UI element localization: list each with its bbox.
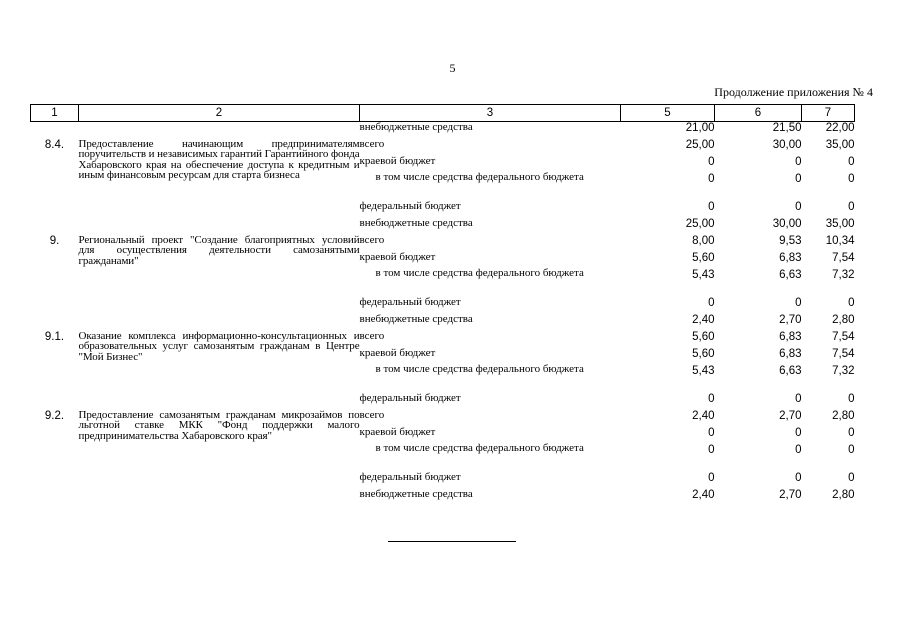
value-6: 2,70 <box>779 488 802 501</box>
item-name: Региональный проект "Создание благоприятных условий для осуществления деятельности самозанятыми гражданами" <box>78 233 360 267</box>
item-number <box>31 173 79 201</box>
funding-source: внебюджетные средства <box>359 121 473 133</box>
header-col-7: 7 <box>802 105 855 122</box>
header-col-1: 1 <box>31 105 79 122</box>
value-6: 30,00 <box>772 217 802 230</box>
item-number <box>31 252 79 269</box>
value-6: 2,70 <box>779 313 802 326</box>
funding-source: всего <box>359 233 385 246</box>
funding-source: краевой бюджет <box>359 346 436 359</box>
value-5: 0 <box>708 296 715 309</box>
funding-source: краевой бюджет <box>359 425 436 438</box>
item-number <box>31 365 79 393</box>
value-7: 7,32 <box>832 268 855 281</box>
value-6: 0 <box>795 443 802 456</box>
value-5: 2,40 <box>692 488 715 501</box>
value-7: 10,34 <box>825 234 855 247</box>
value-6: 6,83 <box>779 251 802 264</box>
value-6: 6,63 <box>779 268 802 281</box>
value-6: 0 <box>795 426 802 439</box>
funding-source: в том числе средства федерального бюджета <box>375 441 584 454</box>
funding-source: федеральный бюджет <box>359 470 461 483</box>
item-number <box>31 348 79 365</box>
item-number <box>31 201 79 218</box>
value-5: 25,00 <box>685 217 715 230</box>
table-row <box>31 122 855 139</box>
funding-source: краевой бюджет <box>359 154 436 167</box>
value-5: 0 <box>708 172 715 185</box>
value-5: 2,40 <box>692 409 715 422</box>
value-6: 0 <box>795 155 802 168</box>
item-number: 8.4. <box>44 138 65 151</box>
table-row <box>31 139 855 156</box>
funding-source: внебюджетные средства <box>359 312 473 325</box>
item-number <box>31 314 79 331</box>
value-5: 0 <box>708 155 715 168</box>
item-name: Предоставление самозанятым гражданам микрозаймов по льготной ставке МКК "Фонд поддержки малого предпринимательства Хабаровского края" <box>78 408 360 442</box>
table-row <box>31 235 855 252</box>
funding-source: в том числе средства федерального бюджета <box>375 266 584 279</box>
table-header-row <box>31 105 855 122</box>
value-7: 0 <box>848 392 855 405</box>
item-number <box>31 269 79 297</box>
value-7: 2,80 <box>832 313 855 326</box>
value-5: 0 <box>708 443 715 456</box>
item-number <box>31 427 79 444</box>
item-name <box>79 122 360 139</box>
item-number <box>31 489 79 506</box>
value-7: 7,54 <box>832 251 855 264</box>
table-body <box>31 122 855 506</box>
item-name: Предоставление начинающим предпринимателям поручительств и независимых гарантий Гарантийного фонда Хабаровского края на обеспечение доступа к кредитным и иным финансовым ресурсам для старта бизнеса <box>78 137 360 181</box>
funding-source: федеральный бюджет <box>359 391 461 404</box>
funding-source: всего <box>359 329 385 342</box>
item-name: Оказание комплекса информационно-консультационных и образовательных услуг самозанятым гражданам в Центре "Мой Бизнес" <box>78 329 360 363</box>
value-7: 35,00 <box>825 138 855 151</box>
value-6: 9,53 <box>779 234 802 247</box>
item-number: 9.1. <box>44 330 65 343</box>
table-row <box>31 331 855 348</box>
header-col-2: 2 <box>79 105 360 122</box>
value-7: 0 <box>848 200 855 213</box>
item-number <box>31 297 79 314</box>
item-number <box>31 122 79 139</box>
value-7: 7,54 <box>832 347 855 360</box>
value-6: 0 <box>795 392 802 405</box>
value-5: 21,00 <box>685 122 715 134</box>
value-6: 6,63 <box>779 364 802 377</box>
value-6: 0 <box>795 296 802 309</box>
item-number <box>31 444 79 472</box>
item-number <box>31 472 79 489</box>
value-5: 0 <box>708 471 715 484</box>
funding-source: краевой бюджет <box>359 250 436 263</box>
item-number <box>31 156 79 173</box>
value-6: 0 <box>795 172 802 185</box>
header-col-6: 6 <box>715 105 802 122</box>
value-5: 5,60 <box>692 330 715 343</box>
value-6: 0 <box>795 471 802 484</box>
value-5: 2,40 <box>692 313 715 326</box>
value-7: 0 <box>848 443 855 456</box>
value-7: 22,00 <box>825 122 855 134</box>
header-col-3: 3 <box>360 105 621 122</box>
item-number: 9. <box>49 234 60 247</box>
value-7: 0 <box>848 296 855 309</box>
appendix-continuation-label: Продолжение приложения № 4 <box>714 85 873 99</box>
value-6: 30,00 <box>772 138 802 151</box>
budget-table <box>30 104 855 506</box>
value-6: 2,70 <box>779 409 802 422</box>
value-7: 2,80 <box>832 409 855 422</box>
item-number: 9.2. <box>44 409 65 422</box>
header-col-5: 5 <box>621 105 715 122</box>
value-7: 0 <box>848 172 855 185</box>
funding-source: федеральный бюджет <box>359 199 461 212</box>
page-number: 5 <box>449 61 456 75</box>
value-7: 7,32 <box>832 364 855 377</box>
end-separator-line <box>388 541 516 542</box>
value-6: 0 <box>795 200 802 213</box>
value-5: 25,00 <box>685 138 715 151</box>
funding-source: в том числе средства федерального бюджета <box>375 362 584 375</box>
value-5: 0 <box>708 200 715 213</box>
value-7: 0 <box>848 471 855 484</box>
value-7: 0 <box>848 155 855 168</box>
value-6: 6,83 <box>779 347 802 360</box>
value-7: 35,00 <box>825 217 855 230</box>
table-row <box>31 410 855 427</box>
value-5: 5,43 <box>692 364 715 377</box>
funding-source: федеральный бюджет <box>359 295 461 308</box>
funding-source: внебюджетные средства <box>359 216 473 229</box>
funding-source: всего <box>359 137 385 150</box>
value-7: 2,80 <box>832 488 855 501</box>
funding-source: внебюджетные средства <box>359 487 473 500</box>
value-7: 7,54 <box>832 330 855 343</box>
value-5: 5,43 <box>692 268 715 281</box>
value-5: 5,60 <box>692 251 715 264</box>
value-5: 5,60 <box>692 347 715 360</box>
item-number <box>31 218 79 235</box>
value-6: 6,83 <box>779 330 802 343</box>
value-5: 8,00 <box>692 234 715 247</box>
item-number <box>31 393 79 410</box>
value-5: 0 <box>708 392 715 405</box>
value-7: 0 <box>848 426 855 439</box>
funding-source: всего <box>359 408 385 421</box>
value-6: 21,50 <box>772 122 802 134</box>
funding-source: в том числе средства федерального бюджета <box>375 170 584 183</box>
value-5: 0 <box>708 426 715 439</box>
